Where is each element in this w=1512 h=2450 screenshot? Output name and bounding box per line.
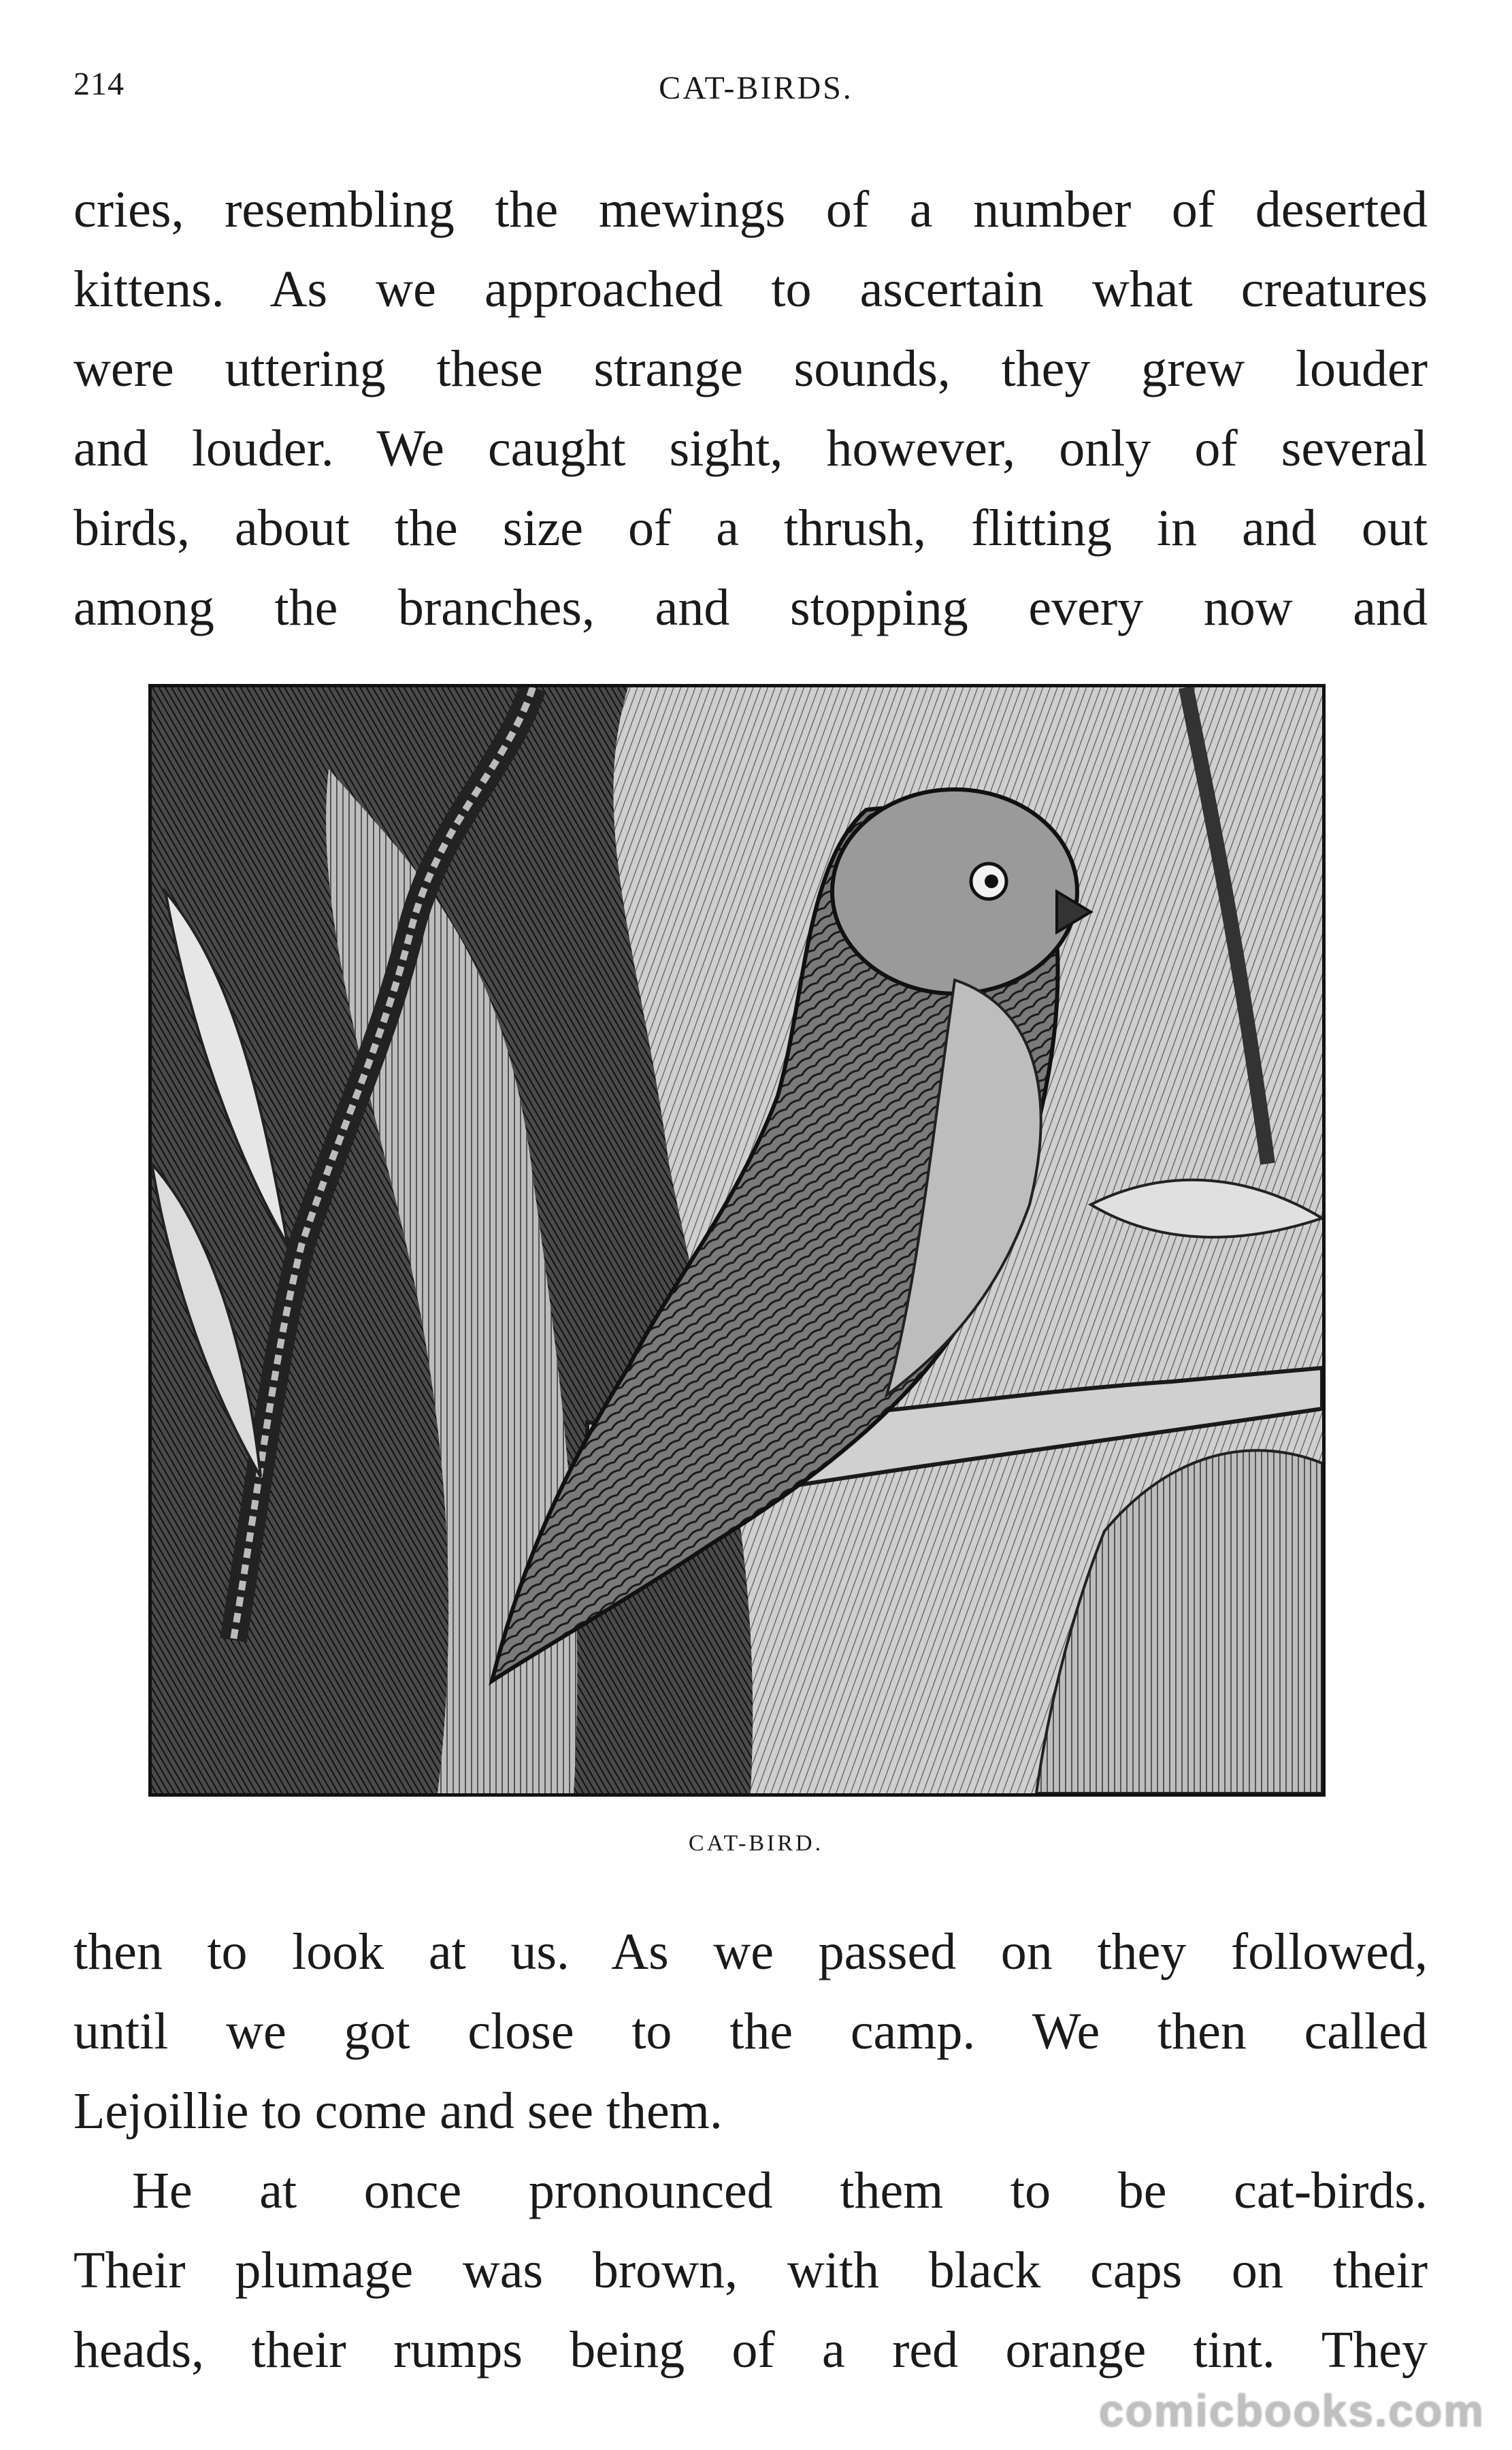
- text-line: heads, their rumps being of a red orange tint. They: [73, 2321, 1428, 2379]
- figure-caption: CAT-BIRD.: [688, 1831, 824, 1856]
- text-line: cries, resembling the mewings of a number of deserted: [73, 181, 1428, 238]
- text-line: until we got close to the camp. We then called: [73, 2003, 1428, 2060]
- text-line: birds, about the size of a thrush, flitting in and out: [73, 500, 1428, 557]
- text-line: then to look at us. As we passed on they followed,: [73, 1923, 1428, 1980]
- text-line: were uttering these strange sounds, they grew louder: [73, 340, 1428, 397]
- text-line: among the branches, and stopping every now and: [73, 579, 1428, 636]
- bottom-paragraphs: [73, 1912, 1428, 2390]
- watermark-logo: comicbooks.com: [1098, 2385, 1485, 2436]
- text-line: He at once pronounced them to be cat-birds.: [132, 2162, 1428, 2219]
- text-line: Their plumage was brown, with black caps on their: [73, 2242, 1428, 2299]
- cat-bird-engraving: [148, 684, 1326, 1797]
- text-line: kittens. As we approached to ascertain what creatures: [73, 261, 1428, 318]
- running-head: [0, 65, 1512, 127]
- text-line: and louder. We caught sight, however, only of several: [73, 420, 1428, 477]
- engraving-illustration: [152, 687, 1322, 1793]
- page-number: 214: [73, 66, 125, 102]
- top-paragraph: [73, 170, 1428, 648]
- running-title: CAT-BIRDS.: [659, 70, 853, 106]
- text-line: Lejoillie to come and see them.: [73, 2082, 723, 2140]
